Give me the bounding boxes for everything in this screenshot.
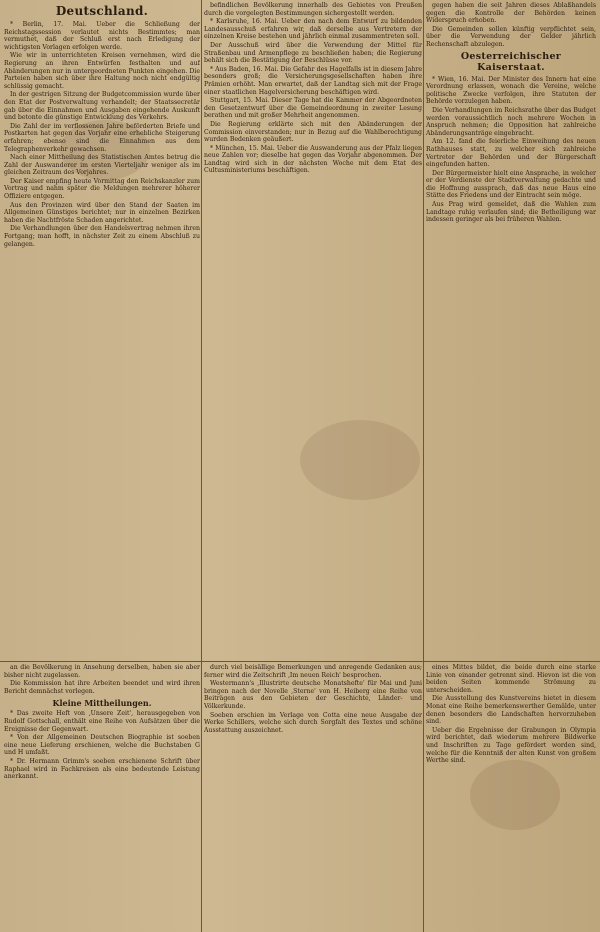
paragraph: Nach einer Mittheilung des Statistischen Amtes betrug die Zahl der Auswanderer im ersten Vierteljahr weniger als im gleichen Zeitraum des Vorjahres. (4, 154, 200, 177)
feuilleton-column-2 (204, 664, 422, 928)
paragraph: In der gestrigen Sitzung der Budgetcommission wurde über den Etat der Postverwaltung verhandelt; der Staatssecretär gab über die Einnahmen und Ausgaben eingehende Auskunft und betonte die günstige Entwicklung des Verkehrs. (4, 91, 200, 122)
column-rule (423, 0, 424, 932)
paragraph: * Das zweite Heft von ‚Unsere Zeit', herausgegeben von Rudolf Gottschall, enthält eine Reihe von Aufsätzen über die Ereignisse der Gegenwart. (4, 710, 200, 733)
article-body (4, 21, 200, 248)
column-2 (204, 2, 422, 658)
paragraph: Die Ausstellung des Kunstvereins bietet in diesem Monat eine Reihe bemerkenswerther Gemälde, unter denen besonders die Landschaften hervorzuheben sind. (426, 695, 596, 726)
article-body (426, 76, 596, 224)
paragraph: Soeben erschien im Verlage von Cotta eine neue Ausgabe der Werke Schillers, welche sich durch Sorgfalt des Textes und schöne Ausstattung auszeichnet. (204, 711, 422, 734)
paragraph: Wie wir in unterrichteten Kreisen vernehmen, wird die Regierung an ihren Entwürfen festhalten und auf Abänderungen nur in untergeordneten Punkten eingehen. Die Parteien haben sich über ihre Haltung noch nicht endgültig schlüssig gemacht. (4, 52, 200, 90)
paragraph: * Wien, 16. Mai. Der Minister des Innern hat eine Verordnung erlassen, wonach die Vereine, welche politische Zwecke verfolgen, ihre Statuten der Behörde vorzulegen haben. (426, 75, 596, 106)
paragraph: * München, 15. Mai. Ueber die Auswanderung aus der Pfalz liegen neue Zahlen vor; dieselbe hat gegen das Vorjahr abgenommen. Der Landtag wird sich in der nächsten Woche mit dem Etat des Cultusministeriums beschäftigen. (204, 144, 422, 175)
feuilleton-column-1 (4, 664, 200, 928)
paragraph: Der Ausschuß wird über die Verwendung der Mittel für Straßenbau und Armenpflege zu beschließen haben; die Regierung behält sich die Bestätigung der Beschlüsse vor. (204, 41, 422, 65)
paragraph: * Dr. Hermann Grimm's soeben erschienene Schrift über Raphael wird in Fachkreisen als eine bedeutende Leistung anerkannt. (4, 757, 200, 781)
article-body (204, 2, 422, 175)
paragraph: Stuttgart, 15. Mai. Dieser Tage hat die Kammer der Abgeordneten den Gesetzentwurf über die Gemeindeordnung in zweiter Lesung berathen und mit großer Mehrheit angenommen. (204, 97, 422, 120)
column-rule (201, 0, 202, 932)
paragraph: an die Bevölkerung in Ansehung derselben, haben sie aber bisher nicht zugelassen. (4, 664, 200, 679)
paragraph: Die Zahl der im verflossenen Jahre beförderten Briefe und Postkarten hat gegen das Vorjahr eine erhebliche Steigerung erfahren; ebenso sind die Einnahmen aus dem Telegraphenverkehr gewachsen. (4, 122, 200, 153)
paragraph: Der Bürgermeister hielt eine Ansprache, in welcher er der Verdienste der Stadtverwaltung gedachte und die Hoffnung aussprach, daß das neue Haus eine Stätte des Friedens und der Eintracht sein möge. (426, 169, 596, 200)
feuilleton-column-3 (426, 664, 596, 928)
article-body (426, 2, 596, 49)
paragraph: Aus den Provinzen wird über den Stand der Saaten im Allgemeinen Günstiges berichtet; nur in einzelnen Bezirken haben die Nachtfröste Schaden angerichtet. (4, 201, 200, 224)
section-heading-oesterreich: Oesterreichischer Kaiserstaat. (460, 50, 562, 73)
section-heading-deutschland: Deutschland. (55, 4, 149, 18)
paragraph: Die Kommission hat ihre Arbeiten beendet und wird ihren Bericht demnächst vorlegen. (4, 680, 200, 695)
paragraph: Die Regierung erklärte sich mit den Abänderungen der Commission einverstanden; nur in Bezug auf die Wahlberechtigung wurden Bedenken geäußert. (204, 120, 422, 144)
paragraph: Ueber die Ergebnisse der Grabungen in Olympia wird berichtet, daß wiederum mehrere Bildwerke und Inschriften zu Tage gefördert worden sind, welche für die Kenntniß der alten Kunst von großem Werthe sind. (426, 726, 596, 765)
paragraph: * Karlsruhe, 16. Mai. Ueber den nach dem Entwurf zu bildenden Landesausschuß erfahren wir, daß derselbe aus Vertretern der einzelnen Kreise bestehen und jährlich einmal zusammentreten soll. (204, 18, 422, 41)
paragraph: Die Verhandlungen über den Handelsvertrag nehmen ihren Fortgang; man hofft, in nächster Zeit zu einem Abschluß zu gelangen. (4, 225, 200, 248)
article-body (4, 710, 200, 780)
section-rule (0, 661, 600, 662)
paragraph: Aus Prag wird gemeldet, daß die Wahlen zum Landtage ruhig verlaufen sind; die Betheiligung war indessen geringer als bei früheren Wahlen. (426, 201, 596, 224)
paragraph: Die Verhandlungen im Reichsrathe über das Budget werden voraussichtlich noch mehrere Wochen in Anspruch nehmen; die Opposition hat zahlreiche Abänderungsanträge eingebracht. (426, 106, 596, 137)
article-body (204, 664, 422, 734)
paragraph: eines Mittes bildet, die beide durch eine starke Linie von einander getrennt sind. Hievon ist die von beiden Seiten kommende Strömung zu unterscheiden. (426, 664, 596, 694)
paragraph: * Von der Allgemeinen Deutschen Biographie ist soeben eine neue Lieferung erschienen, welche die Buchstaben G und H umfaßt. (4, 734, 200, 757)
paragraph: durch viel beisällige Bemerkungen und anregende Gedanken aus; ferner wird die Zeitschrift ‚Im neuen Reich' besprochen. (204, 664, 422, 679)
column-1 (4, 2, 200, 658)
paragraph: gegen haben die seit Jahren dieses Ablaßhandels gegen die Kontrolle der Behörden keinen Widerspruch erhoben. (426, 2, 596, 25)
paragraph: Westermann's ‚Illustrirte deutsche Monatshefte' für Mai und Juni bringen nach der Novelle ‚Sterne' von H. Heiberg eine Reihe von Beiträgen aus den Gebieten der Geschichte, Länder- und Völkerkunde. (204, 680, 422, 710)
paragraph: Der Kaiser empfing heute Vormittag den Reichskanzler zum Vortrag und nahm später die Meldungen mehrerer höherer Offiziere entgegen. (4, 177, 200, 201)
paragraph: Die Gemeinden sollen künftig verpflichtet sein, über die Verwendung der Gelder jährlich Rechenschaft abzulegen. (426, 25, 596, 48)
paragraph: * Berlin, 17. Mai. Ueber die Schließung der Reichstagssession verlautet nichts Bestimmtes; man vermuthet, daß der Schluß erst nach Erledigung der wichtigsten Vorlagen erfolgen werde. (4, 21, 200, 51)
article-body (426, 664, 596, 765)
paragraph: * Aus Baden, 16. Mai. Die Gefahr des Hagelfalls ist in diesem Jahre besonders groß; die Versicherungsgesellschaften haben ihre Prämien erhöht. Man erwartet, daß der Landtag sich mit der Frage einer staatlichen Hagelversicherung beschäftigen wird. (204, 65, 422, 96)
paragraph: Am 12. fand die feierliche Einweihung des neuen Rathhauses statt, zu welcher sich zahlreiche Vertreter der Behörden und der Bürgerschaft eingefunden hatten. (426, 138, 596, 169)
paragraph: befindlichen Bevölkerung innerhalb des Gebietes von Preußen durch die vorgelegten Bestimmungen sichergestellt werden. (204, 2, 422, 17)
article-body (4, 664, 200, 695)
subheading-kleine-mittheilungen: Kleine Mittheilungen. (52, 698, 152, 709)
column-3 (426, 2, 596, 658)
